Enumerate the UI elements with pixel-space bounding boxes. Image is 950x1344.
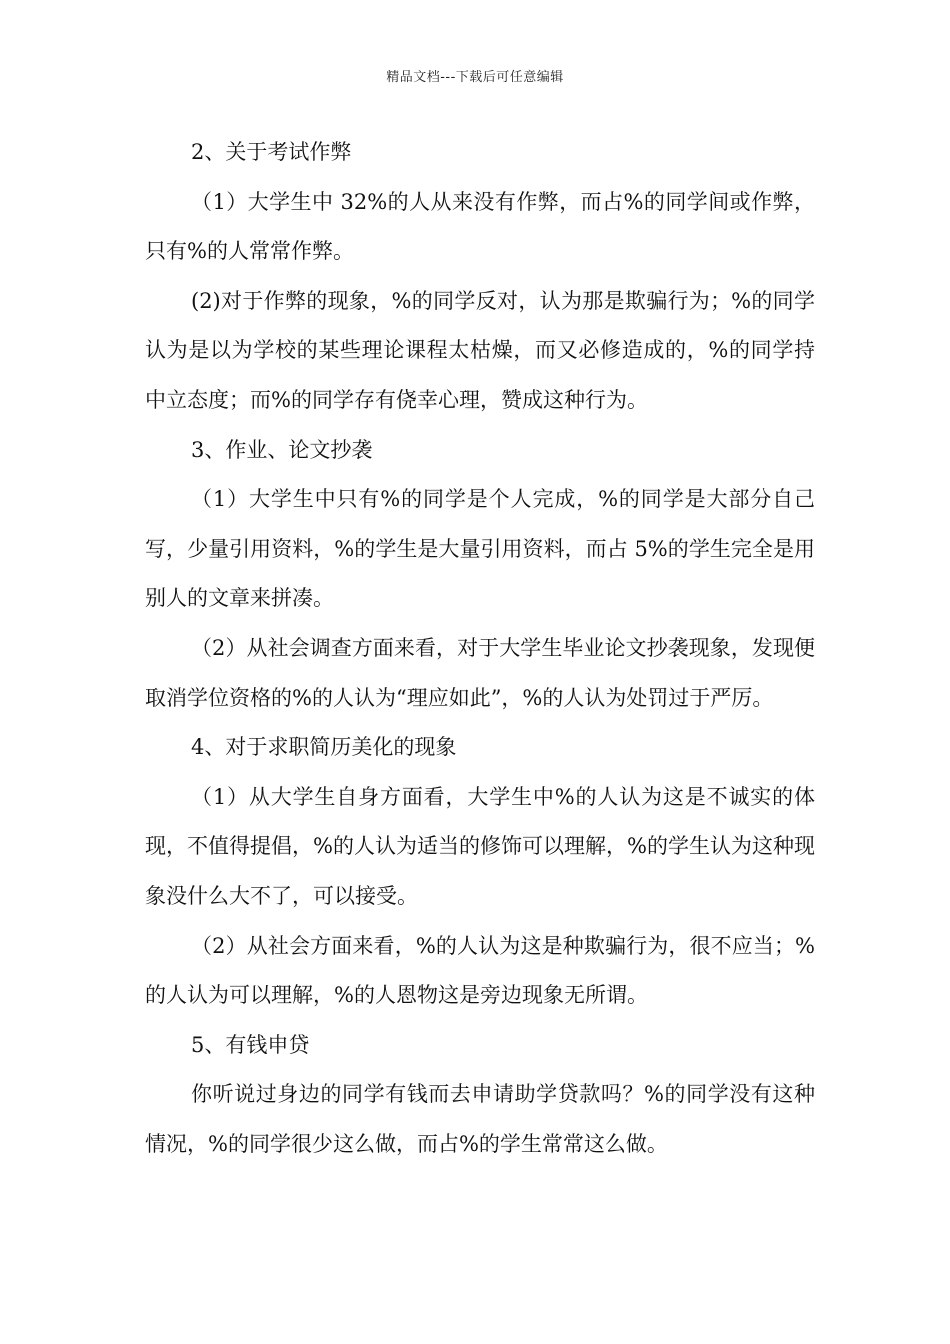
- heading-loan-application: 5、有钱申贷: [191, 1032, 310, 1057]
- heading-resume-embellishment: 4、对于求职简历美化的现象: [191, 735, 457, 760]
- paragraph-thesis-plagiarism: （2）从社会调查方面来看，对于大学生毕业论文抄袭现象，发现便取消学位资格的%的人认为“理应如此”，%的人认为处罚过于严厉。: [145, 635, 815, 710]
- paragraph-resume-society-view: （2）从社会方面来看，%的人认为这是种欺骗行为，很不应当；%的人认为可以理解，%的人恩物这是旁边现象无所谓。: [145, 933, 815, 1008]
- paragraph-homework-completion: （1）大学生中只有%的同学是个人完成，%的同学是大部分自己写，少量引用资料，%的学生是大量引用资料，而占 5%的学生完全是用别人的文章来拼凑。: [145, 487, 815, 611]
- paragraph-loan-application: 你听说过身边的同学有钱而去申请助学贷款吗？%的同学没有这种情况，%的同学很少这么做，而占%的学生常常这么做。: [145, 1082, 815, 1156]
- heading-plagiarism: 3、作业、论文抄袭: [191, 437, 373, 462]
- heading-exam-cheating: 2、关于考试作弊: [191, 140, 352, 164]
- paragraph-resume-student-view: （1）从大学生自身方面看，大学生中%的人认为这是不诚实的体现，不值得提倡，%的人认为适当的修饰可以理解，%的学生认为这种现象没什么大不了，可以接受。: [145, 784, 815, 908]
- document-body: [145, 128, 815, 1169]
- page-header: 精品文档---下载后可任意编辑: [386, 70, 564, 85]
- paragraph-cheating-frequency: （1）大学生中 32%的人从来没有作弊，而占%的同学间或作弊，只有%的人常常作弊。: [145, 189, 815, 264]
- paragraph-cheating-attitude: (2)对于作弊的现象，%的同学反对，认为那是欺骗行为；%的同学认为是以为学校的某些理论课程太枯燥，而又必修造成的，%的同学持中立态度；而%的同学存有侥幸心理，赞成这种行为。: [145, 288, 815, 412]
